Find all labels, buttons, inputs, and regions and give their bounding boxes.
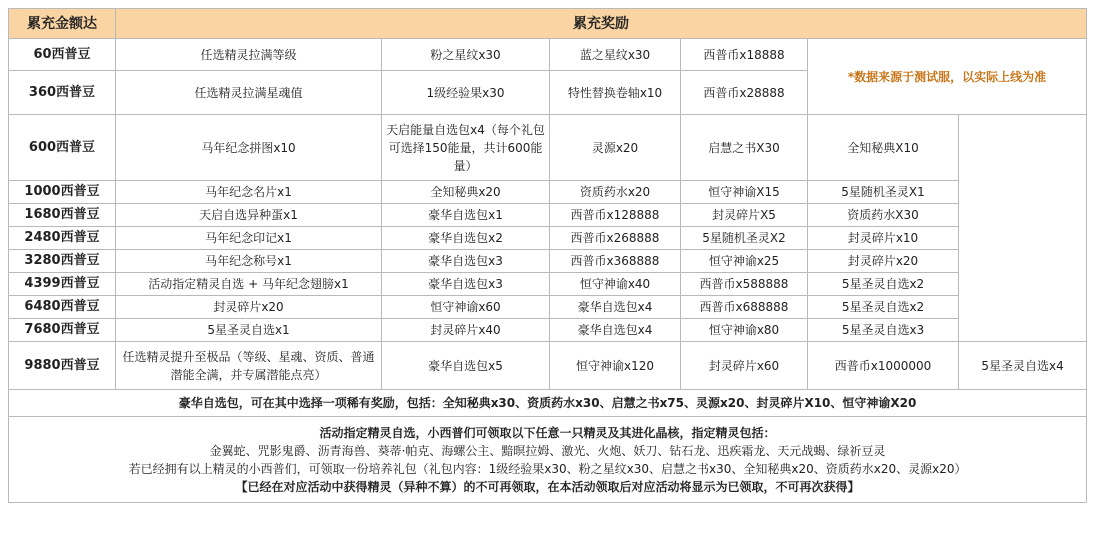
reward-cell: 恒守神谕x40 bbox=[550, 273, 681, 296]
row-amount: 600西普豆 bbox=[9, 115, 116, 181]
reward-cell: 西普币x128888 bbox=[550, 204, 681, 227]
deluxe-pack-text: 豪华自选包，可在其中选择一项稀有奖励，包括：全知秘典x30、资质药水x30、启慧之书x75、灵源x20、封灵碎片X10、恒守神谕X20 bbox=[178, 396, 917, 410]
reward-cell: 豪华自选包x3 bbox=[382, 250, 550, 273]
claim-restriction-note: 【已经在对应活动中获得精灵（异种不算）的不可再领取，在本活动领取后对应活动将显示为已领取，不可再次获得】 bbox=[235, 479, 860, 494]
training-pack-note: 若已经拥有以上精灵的小西普们，可领取一份培养礼包（礼包内容：1级经验果x30、粉之星纹x30、启慧之书x30、全知秘典x20、资质药水x20、灵源x20） bbox=[128, 461, 967, 476]
reward-cell: 天启能量自选包x4（每个礼包可选择150能量，共计600能量） bbox=[382, 115, 550, 181]
reward-cell: 资质药水X30 bbox=[808, 204, 959, 227]
reward-cell: 恒守神谕x25 bbox=[681, 250, 808, 273]
test-server-note: *数据来源于测试服，以实际上线为准 bbox=[808, 39, 1087, 115]
reward-cell: 5星圣灵自选x2 bbox=[808, 273, 959, 296]
reward-cell: 豪华自选包x5 bbox=[382, 342, 550, 390]
row-amount: 2480西普豆 bbox=[9, 227, 116, 250]
table-row bbox=[9, 273, 1087, 296]
reward-cell: 封灵碎片x10 bbox=[808, 227, 959, 250]
reward-cell: 启慧之书X30 bbox=[681, 115, 808, 181]
row-amount: 360西普豆 bbox=[9, 71, 116, 115]
row-amount: 6480西普豆 bbox=[9, 296, 116, 319]
reward-cell: 豪华自选包x2 bbox=[382, 227, 550, 250]
table-row bbox=[9, 204, 1087, 227]
table-row bbox=[9, 319, 1087, 342]
row-amount: 1000西普豆 bbox=[9, 181, 116, 204]
reward-cell: 任选精灵拉满等级 bbox=[116, 39, 382, 71]
reward-cell: 封灵碎片X5 bbox=[681, 204, 808, 227]
reward-cell: 西普币x368888 bbox=[550, 250, 681, 273]
reward-cell: 豪华自选包x1 bbox=[382, 204, 550, 227]
reward-cell: 5星圣灵自选x2 bbox=[808, 296, 959, 319]
reward-cell: 活动指定精灵自选 + 马年纪念翅膀x1 bbox=[116, 273, 382, 296]
reward-cell: 豪华自选包x3 bbox=[382, 273, 550, 296]
spirit-list: 金翼蛇、咒影鬼爵、沥青海兽、葵蒂·帕克、海螺公主、黯暝拉姆、激光、火炮、妖刀、钻石龙、迅疾霜龙、天元战蝎、绿祈豆灵 bbox=[209, 443, 886, 458]
reward-cell: 马年纪念印记x1 bbox=[116, 227, 382, 250]
reward-cell: 西普币x688888 bbox=[681, 296, 808, 319]
table-row bbox=[9, 115, 1087, 181]
reward-cell: 灵源x20 bbox=[550, 115, 681, 181]
reward-cell: 豪华自选包x4 bbox=[550, 319, 681, 342]
reward-cell: 马年纪念名片x1 bbox=[116, 181, 382, 204]
reward-cell: 马年纪念拼图x10 bbox=[116, 115, 382, 181]
table-row bbox=[9, 227, 1087, 250]
reward-cell: 恒守神谕X15 bbox=[681, 181, 808, 204]
reward-cell: 5星圣灵自选x4 bbox=[959, 342, 1087, 390]
reward-cell: 西普币x1000000 bbox=[808, 342, 959, 390]
reward-cell: 蓝之星纹x30 bbox=[550, 39, 681, 71]
reward-cell: 封灵碎片x60 bbox=[681, 342, 808, 390]
reward-cell: 全知秘典x20 bbox=[382, 181, 550, 204]
reward-cell: 资质药水x20 bbox=[550, 181, 681, 204]
reward-cell: 封灵碎片x20 bbox=[116, 296, 382, 319]
reward-cell: 粉之星纹x30 bbox=[382, 39, 550, 71]
header-rewards: 累充奖励 bbox=[116, 9, 1087, 39]
designated-spirit-note bbox=[9, 417, 1087, 503]
reward-cell: 5星圣灵自选x3 bbox=[808, 319, 959, 342]
reward-cell: 任选精灵拉满星魂值 bbox=[116, 71, 382, 115]
reward-cell: 西普币x588888 bbox=[681, 273, 808, 296]
deluxe-pack-note bbox=[9, 390, 1087, 417]
reward-cell: 豪华自选包x4 bbox=[550, 296, 681, 319]
row-amount: 4399西普豆 bbox=[9, 273, 116, 296]
reward-cell: 马年纪念称号x1 bbox=[116, 250, 382, 273]
spirit-note-title: 活动指定精灵自选，小西普们可领取以下任意一只精灵及其进化晶核，指定精灵包括： bbox=[319, 425, 776, 440]
reward-cell: 封灵碎片x40 bbox=[382, 319, 550, 342]
row-amount: 7680西普豆 bbox=[9, 319, 116, 342]
header-amount: 累充金额达 bbox=[9, 9, 116, 39]
row-amount: 3280西普豆 bbox=[9, 250, 116, 273]
row-amount: 1680西普豆 bbox=[9, 204, 116, 227]
table-row bbox=[9, 250, 1087, 273]
reward-table bbox=[8, 8, 1087, 503]
reward-cell: 恒守神谕x120 bbox=[550, 342, 681, 390]
reward-cell: 西普币x28888 bbox=[681, 71, 808, 115]
table-row bbox=[9, 39, 1087, 71]
reward-cell: 封灵碎片x20 bbox=[808, 250, 959, 273]
table-row bbox=[9, 181, 1087, 204]
reward-cell: 全知秘典X10 bbox=[808, 115, 959, 181]
reward-cell: 西普币x18888 bbox=[681, 39, 808, 71]
reward-cell: 恒守神谕x60 bbox=[382, 296, 550, 319]
reward-cell: 任选精灵提升至极品（等级、星魂、资质、普通潜能全满，并专属潜能点亮） bbox=[116, 342, 382, 390]
reward-cell: 1级经验果x30 bbox=[382, 71, 550, 115]
empty-cell bbox=[959, 115, 1087, 342]
row-amount: 60西普豆 bbox=[9, 39, 116, 71]
reward-cell: 5星随机圣灵X2 bbox=[681, 227, 808, 250]
table-row bbox=[9, 342, 1087, 390]
reward-cell: 特性替换卷轴x10 bbox=[550, 71, 681, 115]
reward-cell: 恒守神谕x80 bbox=[681, 319, 808, 342]
reward-cell: 5星随机圣灵X1 bbox=[808, 181, 959, 204]
reward-cell: 5星圣灵自选x1 bbox=[116, 319, 382, 342]
table-row bbox=[9, 296, 1087, 319]
reward-cell: 天启自选异种蛋x1 bbox=[116, 204, 382, 227]
reward-cell: 西普币x268888 bbox=[550, 227, 681, 250]
row-amount: 9880西普豆 bbox=[9, 342, 116, 390]
